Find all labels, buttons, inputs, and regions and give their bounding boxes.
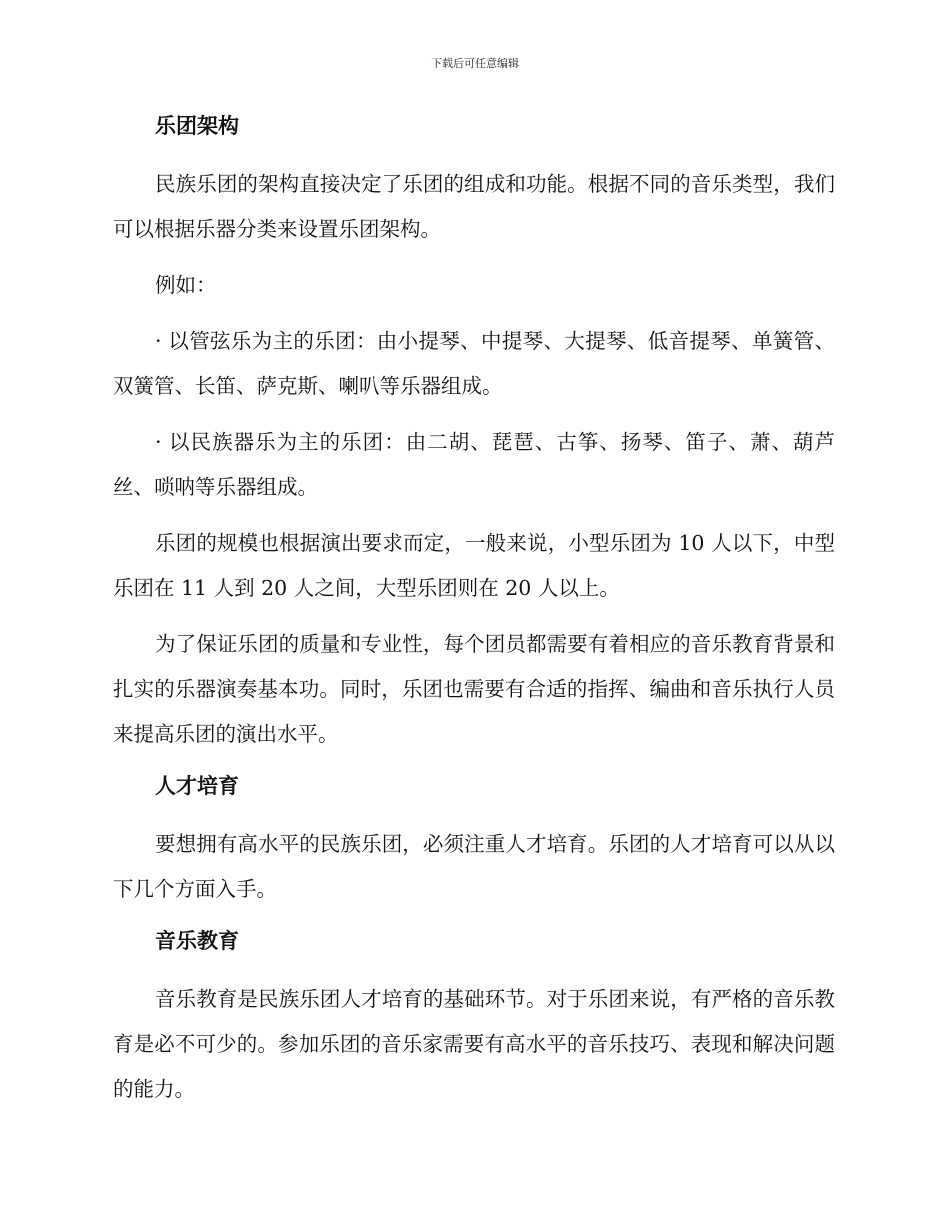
- bullet-folk-ensemble: · 以民族器乐为主的乐团：由二胡、琵琶、古筝、扬琴、笛子、萧、葫芦丝、唢呐等乐器组成。: [113, 430, 835, 499]
- document-body: [113, 108, 835, 1123]
- section-heading-talent-cultivation: 人才培育: [155, 773, 239, 798]
- paragraph-orchestra-size: 乐团的规模也根据演出要求而定，一般来说，小型乐团为 10 人以下，中型乐团在 11 人到 20 人之间，大型乐团则在 20 人以上。: [113, 531, 835, 600]
- section-heading-orchestra-structure: 乐团架构: [155, 113, 239, 138]
- paragraph-example-label: 例如：: [155, 273, 217, 297]
- paragraph-quality-professionalism: 为了保证乐团的质量和专业性，每个团员都需要有着相应的音乐教育背景和扎实的乐器演奏基本功。同时，乐团也需要有合适的指挥、编曲和音乐执行人员来提高乐团的演出水平。: [113, 632, 835, 746]
- section-heading-music-education: 音乐教育: [155, 928, 239, 953]
- header-note: 下载后可任意编辑: [431, 57, 519, 70]
- bullet-orchestral-ensemble: · 以管弦乐为主的乐团：由小提琴、中提琴、大提琴、低音提琴、单簧管、双簧管、长笛、萨克斯、喇叭等乐器组成。: [113, 329, 835, 398]
- paragraph-talent-intro: 要想拥有高水平的民族乐团，必须注重人才培育。乐团的人才培育可以从以下几个方面入手。: [113, 832, 835, 901]
- paragraph-structure-intro: 民族乐团的架构直接决定了乐团的组成和功能。根据不同的音乐类型，我们可以根据乐器分类来设置乐团架构。: [113, 172, 835, 241]
- paragraph-music-education: 音乐教育是民族乐团人才培育的基础环节。对于乐团来说，有严格的音乐教育是必不可少的。参加乐团的音乐家需要有高水平的音乐技巧、表现和解决问题的能力。: [113, 987, 835, 1101]
